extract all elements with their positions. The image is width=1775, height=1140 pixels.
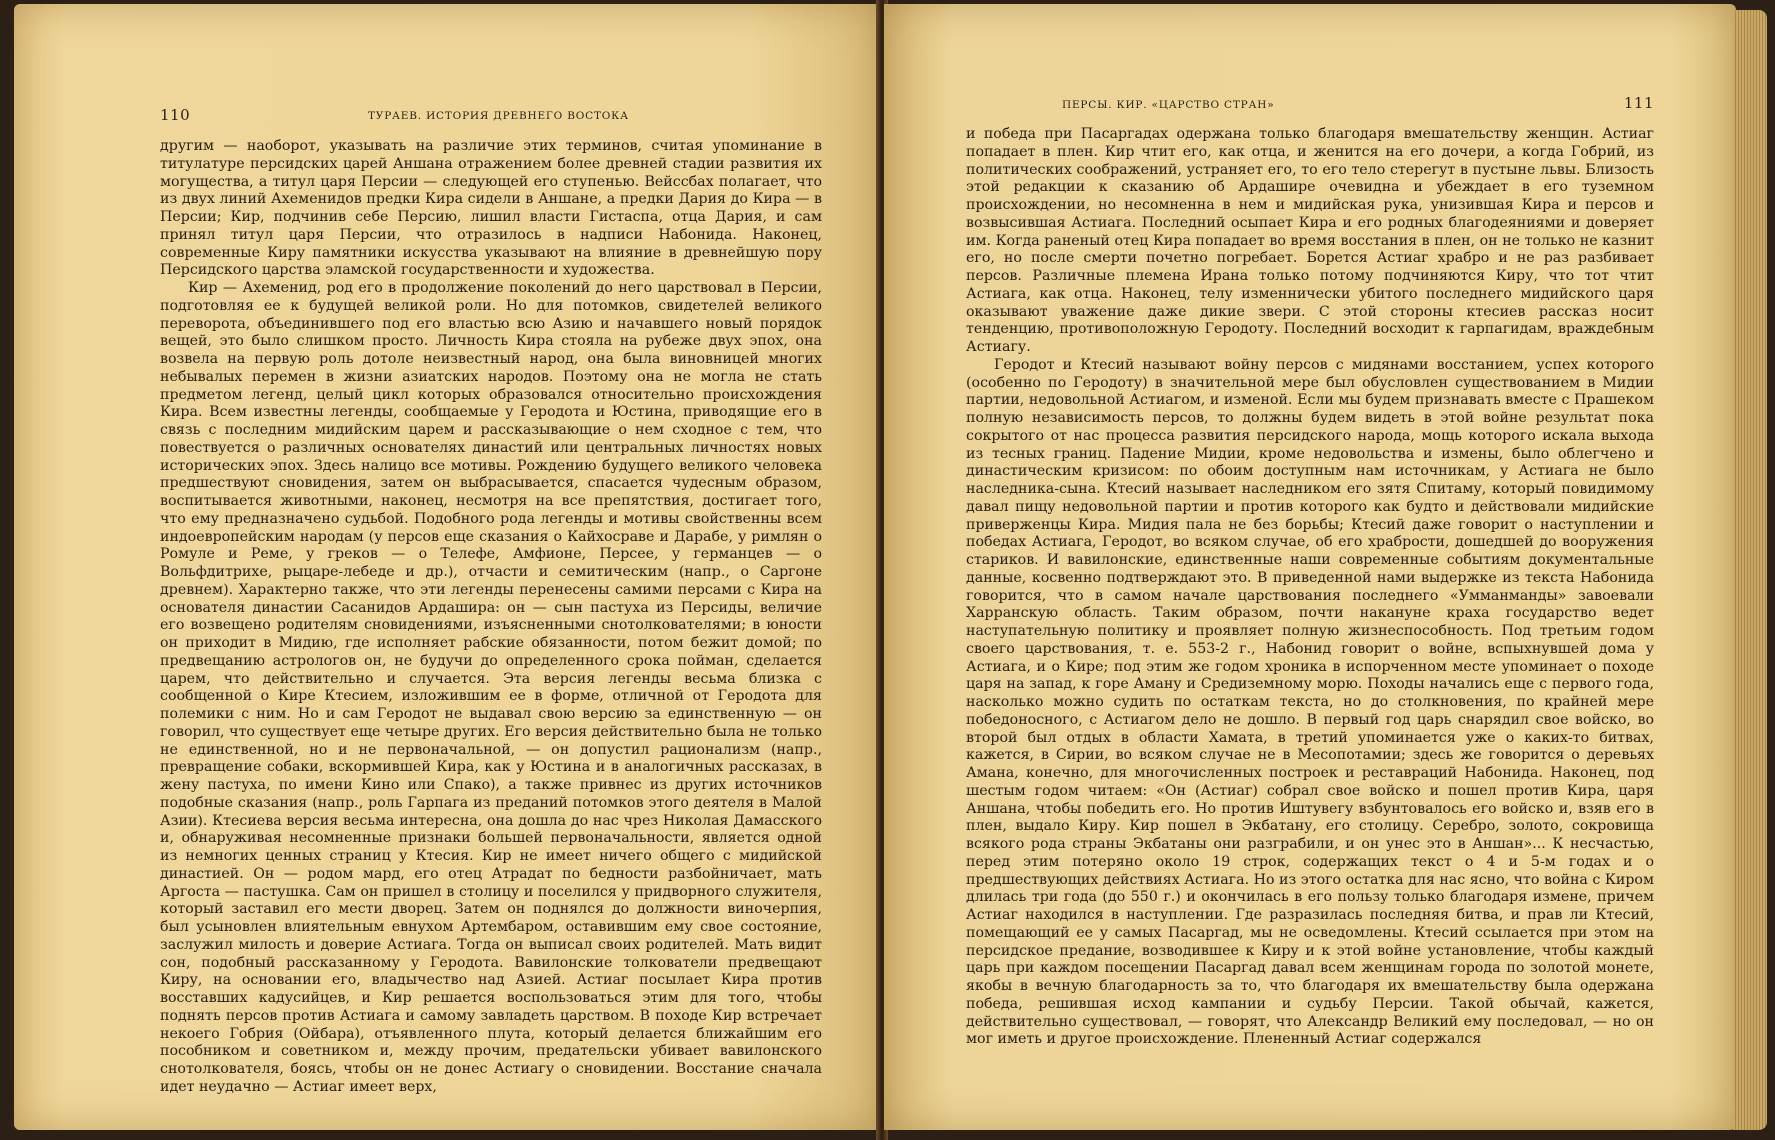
left-text-column <box>160 138 822 1097</box>
right-page <box>884 4 1736 1130</box>
left-running-head: ТУРАЕВ. ИСТОРИЯ ДРЕВНЕГО ВОСТОКА <box>368 110 629 122</box>
paragraph: и победа при Пасаргадах одержана только благодаря вмешательству женщин. Астиаг попадает в плен. Кир чтит его, как отца, и женится на его дочери, а когда Гобрий, из политических соображений, устраняет его, то его тело стерегут в пустыне львы. Близость этой редакции к сказанию об Ардашире очевидна и убеждает в его туземном происхождении, но несомненна в нем и мидийская рука, унизившая Кира и персов и возвысившая Астиага. Последний осыпает Кира и его родных благодеяниями и доверяет им. Когда раненый отец Кира попадает во время восстания в плен, он не только не казнит его, но после смерти почетно погребает. Борется Астиаг храбро и не раз разбивает персов. Различные племена Ирана только потому подчиняются Киру, что тот чтит Астиага, как отца. Наконец, телу изменнически убитого последнего мидийского царя оказывают уважение даже дикие звери. С этой стороны ктесиев рассказ носит тенденцию, противоположную Геродоту. Последний восходит к гарпагидам, враждебным Астиагу. <box>966 126 1654 355</box>
right-page-number: 111 <box>1623 94 1654 112</box>
left-header <box>160 108 822 128</box>
paragraph: Кир — Ахеменид, род его в продолжение поколений до него царствовал в Персии, подготовляя ее к будущей великой роли. Но для потомков, свидетелей великого переворота, объединившего под его властью всю Азию и начавшего новый порядок вещей, это было слишком просто. Личность Кира стояла на рубеже двух эпох, она возвела на первую роль дотоле неизвестный народ, она была виновницей многих небывалых перемен в жизни азиатских народов. Поэтому она не могла не стать предметом легенд, целый цикл которых образовался относительно происхождения Кира. Всем известны легенды, сообщаемые у Геродота и Юстина, приводящие его в связь с последним мидийским царем и рассказывающие о нем сходное с тем, что повествуется о различных основателях династий или центральных личностях новых исторических эпох. Здесь налицо все мотивы. Рождению будущего великого человека предшествуют сновидения, затем он выбрасывается, спасается чудесным образом, воспитывается животными, наконец, несмотря на все препятствия, достигает того, что ему предназначено судьбой. Подобного рода легенды и мотивы свойственны всем индоевропейским народам (у персов еще сказания о Кайхосраве и Дарабе, у римлян о Ромуле и Реме, у греков — о Телефе, Амфионе, Персее, у германцев — о Вольфдитрихе, рыцаре-лебеде и др.), отчасти и семитическим (напр., о Саргоне древнем). Характерно также, что эти легенды перенесены самими персами с Кира на основателя династии Сасанидов Ардашира: он — сын пастуха из Персиды, величие его возвещено родителям сновидениями, изъясненными снотолкователями; в юности он приходит в Мидию, где исполняет рабские обязанности, потом бежит домой; по предвещанию астрологов он, не будучи до определенного срока пойман, сделается царем, что действительно и случается. Эта версия легенды весьма близка с сообщенной о Кире Ктесием, изложившим ее в форме, отличной от Геродота для полемики с ним. Но и сам Геродот не выдавал свою версию за единственную — он говорил, что существует еще четыре других. Его версия действительно была не только не единственной, но и не первоначальной, — он допустил рационализм (напр., превращение собаки, вскормившей Кира, как у Юстина и в аналогичных рассказах, в жену пастуха, по имени Кино или Спако), а также привнес из других источников подобные сказания (напр., роль Гарпага из преданий потомков этого деятеля в Малой Азии). Ктесиева версия весьма интересна, она дошла до нас чрез Николая Дамасского и, обнаруживая несомненные признаки большей первоначальности, является одной из немногих ценных страниц у Ктесия. Кир не имеет ничего общего с мидийской династией. Он — родом мард, его отец Атрадат по бедности разбойничает, мать Аргоста — пастушка. Сам он пришел в столицу и поселился у придворного служителя, который заставил его мести дворец. Затем он поднялся до должности виночерпия, был усыновлен влиятельным евнухом Артембаром, оставившим ему свое состояние, заслужил милость и доверие Астиага. Тогда он выписал своих родителей. Мать видит сон, подобный рассказанному у Геродота. Вавилонские толкователи предвещают Киру, на основании его, владычество над Азией. Астиаг посылает Кира против восставших кадусийцев, и Кир решается воспользоваться этим для того, чтобы поднять персов против Астиага и самому завладеть царством. В походе Кир встречает некоего Гобрия (Ойбара), отъявленного плута, который делается ближайшим его пособником и советником и, между прочим, предательски убивает вавилонского снотолкователя, боясь, чтобы он не донес Астиагу о сновидении. Восстание сначала идет неудачно — Астиаг имеет верх, <box>160 280 822 1095</box>
left-page <box>14 4 880 1130</box>
page-block-edge <box>1733 10 1767 1130</box>
right-text-column <box>966 126 1654 1049</box>
right-running-head: ПЕРСЫ. КИР. «ЦАРСТВО СТРАН» <box>1062 99 1275 111</box>
left-page-number: 110 <box>160 106 191 124</box>
right-header <box>966 96 1654 116</box>
paragraph: другим — наоборот, указывать на различие этих терминов, считая упоминание в титулатуре персидских царей Аншана отражением более древней стадии развития их могущества, а титул царя Персии — следующей его ступенью. Вейссбах полагает, что из двух линий Ахеменидов предки Кира сидели в Аншане, а предки Дария до Кира — в Персии; Кир, подчинив себе Персию, лишил власти Гистаспа, отца Дария, и сам принял титул царя Персии, что отразилось в надписи Набонида. Наконец, современные Киру памятники искусства указывают на влияние в древнейшую пору Персидского царства эламской государственности и художества. <box>160 138 822 279</box>
paragraph: Геродот и Ктесий называют войну персов с мидянами восстанием, успех которого (особенно по Геродоту) в значительной мере был обусловлен существованием в Мидии партии, недовольной Астиагом, и изменой. Если мы будем признавать вместе с Прашеком полную независимость персов, то должны будем видеть в этой войне результат пока сокрытого от нас процесса развития персидского народа, мощь которого искала выхода из тесных границ. Падение Мидии, кроме недовольства и измены, было облегчено и династическим кризисом: по обоим доступным нам источникам, у Астиага не было наследника-сына. Ктесий называет наследником его зятя Спитаму, который повидимому давал пищу недовольной партии и против которого как будто и действовали мидийские приверженцы Кира. Мидия пала не без борьбы; Ктесий даже говорит о наступлении и победах Астиага, Геродот, во всяком случае, об его храбрости, дошедшей до вооружения стариков. И вавилонские, единственные наши современные событиям документальные данные, косвенно подтверждают это. В приведенной нами выдержке из текста Набонида говорится, что в самом начале царствования последнего «Умманманды» завоевали Харранскую область. Таким образом, почти накануне краха государство ведет наступательную политику и проявляет полную жизнеспособность. Под третьим годом своего царствования, т. е. 553-2 г., Набонид говорит о войне, вспыхнувшей дома у Астиага, и о Кире; под этим же годом хроника в испорченном месте упоминает о походе царя на запад, к горе Аману и Средиземному морю. Походы начались еще с первого года, насколько можно судить по остаткам текста, но до столкновения, по крайней мере победоносного, с Астиагом дело не дошло. В первый год царь снарядил свое войско, во второй был отдых в области Хамата, в третий упоминается уже о каких-то битвах, кажется, в Сирии, во всяком случае не в Месопотамии; здесь же говорится о деревьях Амана, конечно, для многочисленных построек и реставраций Набонида. Наконец, под шестым годом читаем: «Он (Астиаг) собрал свое войско и пошел против Кира, царя Аншана, чтобы победить его. Но против Иштувегу взбунтовалось его войско и, взяв его в плен, выдало Киру. Кир пошел в Экбатану, его столицу. Серебро, золото, сокровища всякого рода страны Экбатаны они разграбили, и он унес это в Аншан»... К несчастью, перед этим потеряно около 19 строк, содержащих текст о 4 и 5-м годах и о предшествующих действиях Астиага. Но из этого остатка для нас ясно, что война с Киром длилась три года (до 550 г.) и окончилась в его пользу только благодаря измене, причем Астиаг находился в наступлении. Где разразилась последняя битва, и прав ли Ктесий, помещающий ее у самых Пасаргад, мы не осведомлены. Ктесий ссылается при этом на персидское предание, возводившее к Киру и к этой войне установление, чтобы каждый царь при каждом посещении Пасаргад давал всем женщинам города по золотой монете, якобы в вечную благодарность за то, что благодаря их вмешательству была одержана победа, решившая исход кампании и судьбу Персии. Такой обычай, кажется, действительно существовал, — говорят, что Александр Великий ему последовал, — но он мог иметь и другое происхождение. Плененный Астиаг содержался <box>966 356 1654 1048</box>
